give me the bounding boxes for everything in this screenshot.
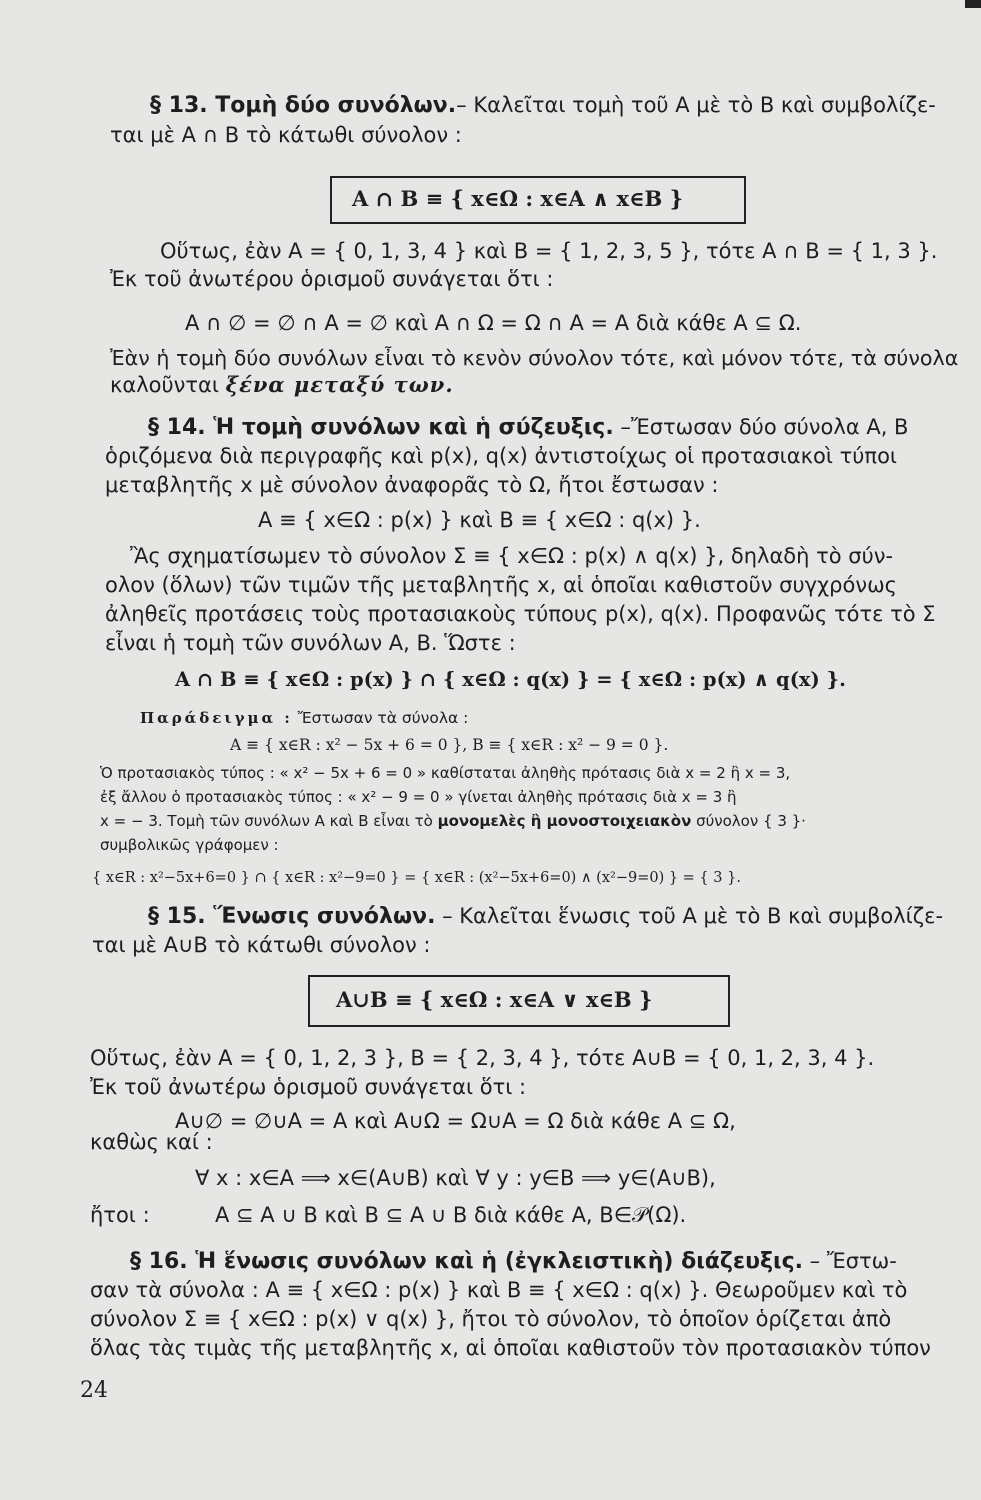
emphasis-disjoint: ξένα μεταξύ των.	[225, 372, 454, 397]
text-line: ολον (ὅλων) τῶν τιμῶν τῆς μεταβλητῆς x, αἱ ὁποῖαι καθιστοῦν συγχρόνως	[105, 573, 898, 597]
section-13-heading-line	[150, 92, 936, 119]
text-line: σαν τὰ σύνολα : Α ≡ { x∈Ω : p(x) } καὶ Β ≡ { x∈Ω : q(x) }. Θεωροῦμεν καὶ τὸ	[90, 1278, 908, 1302]
text-line: σύνολον Σ ≡ { x∈Ω : p(x) ∨ q(x) }, ἤτοι τὸ σύνολον, τὸ ὁποῖον ὁρίζεται ἀπὸ	[90, 1307, 892, 1331]
text-span: x = − 3. Τομὴ τῶν συνόλων Α καὶ Β εἶναι τὸ	[100, 812, 438, 830]
text-line: ἀληθεῖς προτάσεις τοὺς προτασιακοὺς τύπους p(x), q(x). Προφανῶς τότε τὸ Σ	[105, 602, 936, 626]
text-line: ὁριζόμενα διὰ περιγραφῆς καὶ p(x), q(x) ἀντιστοίχως οἱ προτασιακοὶ τύποι	[105, 444, 898, 468]
page-number: 24	[80, 1378, 108, 1403]
scan-corner-mark	[965, 0, 981, 8]
text-line: Ἂς σχηματίσωμεν τὸ σύνολον Σ ≡ { x∈Ω : p(x) ∧ q(x) }, δηλαδὴ τὸ σύν-	[130, 544, 894, 568]
formula-line: Α ⊆ Α ∪ Β καὶ Β ⊆ Α ∪ Β διὰ κάθε Α, Β∈𝒫(Ω).	[215, 1203, 687, 1227]
text-line	[110, 372, 454, 398]
text-span: καλοῦνται	[110, 373, 226, 397]
emphasis-singleton: μονομελὲς ἢ μονοστοιχειακὸν	[437, 812, 692, 830]
text-line: Ἐκ τοῦ ἀνωτέρου ὁρισμοῦ συνάγεται ὅτι :	[110, 267, 554, 291]
formula-line: Α ∩ ∅ = ∅ ∩ Α = ∅ καὶ Α ∩ Ω = Ω ∩ Α = Α διὰ κάθε Α ⊆ Ω.	[185, 311, 802, 335]
section-13-title: § 13. Τομὴ δύο συνόλων.	[150, 93, 457, 118]
section-16-text: – Ἔστω-	[803, 1249, 897, 1273]
formula-line: Α∪∅ = ∅∪Α = Α καὶ Α∪Ω = Ω∪Α = Ω διὰ κάθε Α ⊆ Ω,	[175, 1109, 736, 1133]
text-line: Οὕτως, ἐὰν Α = { 0, 1, 2, 3 }, Β = { 2, 3, 4 }, τότε Α∪Β = { 0, 1, 2, 3, 4 }.	[90, 1046, 875, 1070]
example-intro: Ἔστωσαν τὰ σύνολα :	[292, 709, 469, 727]
text-line: Οὕτως, ἐὰν Α = { 0, 1, 3, 4 } καὶ Β = { 1, 2, 3, 5 }, τότε Α ∩ Β = { 1, 3 }.	[160, 239, 938, 263]
section-15-title: § 15. Ἕνωσις συνόλων.	[148, 904, 436, 929]
section-14-heading-line	[148, 414, 908, 441]
text-line: Ἐκ τοῦ ἀνωτέρω ὁρισμοῦ συνάγεται ὅτι :	[90, 1075, 527, 1099]
example-formula: Α ≡ { x∈R : x² − 5x + 6 = 0 }, Β ≡ { x∈R : x² − 9 = 0 }.	[230, 736, 669, 754]
example-formula: { x∈R : x²−5x+6=0 } ∩ { x∈R : x²−9=0 } = { x∈R : (x²−5x+6=0) ∧ (x²−9=0) } = { 3 }.	[92, 870, 741, 886]
example-text: συμβολικῶς γράφομεν :	[100, 836, 279, 854]
section-14-text: –Ἔστωσαν δύο σύνολα Α, Β	[613, 415, 909, 439]
text-line: Ἐὰν ἡ τομὴ δύο συνόλων εἶναι τὸ κενὸν σύνολον τότε, καὶ μόνον τότε, τὰ σύνολα	[110, 346, 959, 370]
example-label: Παράδειγμα :	[140, 709, 293, 727]
intersection-definition: Α ∩ Β ≡ { x∈Ω : x∈A ∧ x∈B }	[352, 186, 684, 211]
example-heading-line	[140, 708, 468, 728]
formula-line: Α ≡ { x∈Ω : p(x) } καὶ Β ≡ { x∈Ω : q(x) }.	[258, 508, 701, 532]
formula-line: ∀ x : x∈Α ⟹ x∈(Α∪Β) καὶ ∀ y : y∈Β ⟹ y∈(Α∪Β),	[195, 1166, 716, 1190]
section-15-heading-line	[148, 903, 943, 930]
example-text: ἐξ ἄλλου ὁ προτασιακὸς τύπος : « x² − 9 = 0 » γίνεται ἀληθὴς πρότασις διὰ x = 3 ἢ	[100, 788, 737, 806]
formula-line: Α ∩ Β ≡ { x∈Ω : p(x) } ∩ { x∈Ω : q(x) } = { x∈Ω : p(x) ∧ q(x) }.	[175, 668, 846, 691]
text-line: ται μὲ Α∪Β τὸ κάτωθι σύνολον :	[92, 933, 431, 957]
example-text	[100, 811, 806, 831]
text-line: καθὼς καί :	[90, 1130, 213, 1154]
union-definition: Α∪Β ≡ { x∈Ω : x∈A ∨ x∈B }	[336, 987, 653, 1012]
text-line: ἤτοι :	[90, 1203, 150, 1227]
text-line: ται μὲ Α ∩ Β τὸ κάτωθι σύνολον :	[110, 123, 462, 147]
section-16-heading-line	[130, 1248, 897, 1275]
section-14-title: § 14. Ἡ τομὴ συνόλων καὶ ἡ σύζευξις.	[148, 415, 614, 440]
text-span: σύνολον { 3 }·	[691, 812, 806, 830]
text-line: μεταβλητῆς x μὲ σύνολον ἀναφορᾶς τὸ Ω, ἤτοι ἔστωσαν :	[105, 473, 719, 497]
text-line: ὅλας τὰς τιμὰς τῆς μεταβλητῆς x, αἱ ὁποῖαι καθιστοῦν τὸν προτασιακὸν τύπον	[90, 1336, 931, 1360]
section-15-text: – Καλεῖται ἕνωσις τοῦ Α μὲ τὸ Β καὶ συμβολίζε-	[435, 904, 944, 928]
section-13-text: – Καλεῖται τομὴ τοῦ Α μὲ τὸ Β καὶ συμβολίζε-	[456, 93, 936, 117]
section-16-title: § 16. Ἡ ἕνωσις συνόλων καὶ ἡ (ἐγκλειστικὴ) διάζευξις.	[130, 1249, 803, 1274]
example-text: Ὁ προτασιακὸς τύπος : « x² − 5x + 6 = 0 » καθίσταται ἀληθὴς πρότασις διὰ x = 2 ἢ x = 3,	[100, 764, 791, 782]
text-line: εἶναι ἡ τομὴ τῶν συνόλων Α, Β. Ὥστε :	[105, 631, 516, 655]
